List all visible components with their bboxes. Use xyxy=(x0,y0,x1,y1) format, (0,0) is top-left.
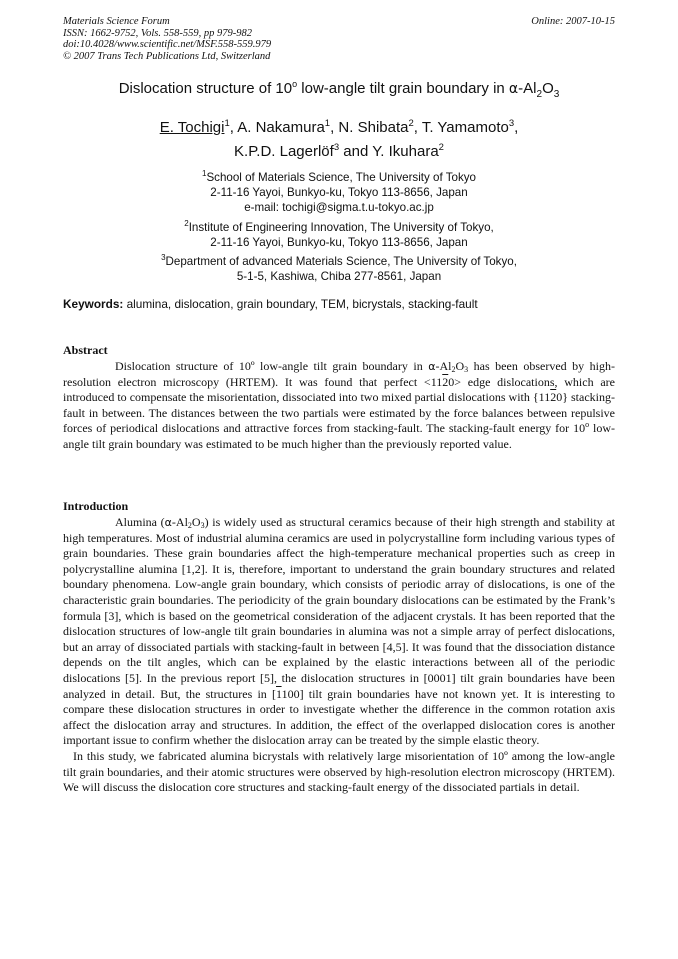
keywords xyxy=(63,297,623,311)
author-affil-mark: 1 xyxy=(324,118,331,129)
author-affil-mark: 2 xyxy=(438,142,444,153)
affil-line: Department of advanced Materials Science, The University of Tokyo, xyxy=(165,255,517,269)
title-part: O xyxy=(542,80,554,97)
author-name: K.P.D. Lagerlöf xyxy=(234,143,334,160)
abstract-degree: o xyxy=(585,420,590,430)
keywords-text: alumina, dislocation, grain boundary, TEM, bicrystals, stacking-fault xyxy=(123,297,478,311)
journal-header xyxy=(63,16,615,62)
abstract-overbar-digit: 2 xyxy=(442,374,449,389)
journal-name: Materials Science Forum xyxy=(63,16,170,27)
abstract-body xyxy=(63,359,615,453)
affil-mark: 3 xyxy=(161,253,166,263)
affil-mark: 1 xyxy=(201,169,207,178)
introduction-body xyxy=(63,515,615,796)
author-separator: , xyxy=(514,119,519,136)
intro-sub: 3 xyxy=(200,521,205,530)
affil-line: School of Materials Science, The University of Tokyo xyxy=(206,170,477,184)
title-sub: 3 xyxy=(553,89,560,100)
email-line: e-mail: tochigi@sigma.t.u-tokyo.ac.jp xyxy=(244,201,434,215)
author-affil-mark: 1 xyxy=(224,118,230,129)
abstract-text: 0> edge dislocations, which are introduced to compensate the misorientation, dissociated into two mixed partial dislocations with {11 xyxy=(63,374,615,405)
abstract-text: 0} stacking-fault in between. The distances between the two partials were estimated by the force balances between repulsive forces of periodical dislocations and attractive forces from stacking-fault. The stacking-fault energy for 10 xyxy=(63,390,615,436)
abstract-text: O xyxy=(455,359,465,373)
affil-mark: 2 xyxy=(184,218,189,228)
affil-line: 2-11-16 Yayoi, Bunkyo-ku, Tokyo 113-8656, Japan xyxy=(210,186,468,200)
author-name: and Y. Ikuhara xyxy=(343,143,439,160)
intro-text: Alumina ( xyxy=(115,515,165,529)
abstract-heading: Abstract xyxy=(63,343,108,357)
author-name: , T. Yamamoto xyxy=(413,119,509,136)
copyright-line: © 2007 Trans Tech Publications Ltd, Switzerland xyxy=(63,50,271,62)
abstract-sub: 3 xyxy=(464,365,469,374)
paper-title xyxy=(40,79,638,100)
abstract-text: low-angle tilt grain boundary was estimated to be much higher than the previously reported value. xyxy=(63,421,615,451)
title-part: Dislocation structure of 10 xyxy=(118,80,293,97)
author-name: E. Tochigi xyxy=(159,119,225,136)
intro-sub: 2 xyxy=(187,521,192,530)
keywords-label: Keywords: xyxy=(63,297,124,311)
intro-alpha: α xyxy=(164,516,172,529)
intro-text: 100] tilt grain boundaries have not known yet. It is interesting to compare these dislocation structures in order to investigate whether the difference in the common rotation axis affect the dislocation array and structures. In addition, the effect of the overlapped dislocation cores is another important issue to confirm whether the dislocation array can be treated by the simple elastic theory. xyxy=(63,686,616,748)
affil-line: Institute of Engineering Innovation, The University of Tokyo, xyxy=(188,220,494,234)
affil-line: 5-1-5, Kashiwa, Chiba 277-8561, Japan xyxy=(236,270,442,284)
intro-text: O xyxy=(191,515,201,529)
intro-text: ) is widely used as structural ceramics because of their high strength and stability at high temperatures. Most of industrial alumina ceramics are used in polycrystalline form including various types of grain boundaries. These grain boundaries affect the high-temperature mechanical properties such as creep in polycrystalline alumina [1,2]. It is, therefore, important to understand the grain boundary structures and related boundary phenomena. Low-angle grain boundary, which consists of periodic array of dislocations, is one of the characteristic grain boundaries. The periodicity of the grain boundary dislocations can be estimated by the Frank’s formula [3], which is based on the geometrical consideration of the adjacent crystals. It has been reported that the dislocation structures of low-angle tilt grain boundaries in alumina was not a simple array of perfect dislocations, but an array of dissociated partials with stacking-fault in between [4,5]. It was found that the dissociation distance depends on the tilt angles, which can be explained by the elastic interactions between all of the periodic dislocations [5]. In the previous report [5], the dislocation structures in [0001] tilt grain boundaries have been analyzed in detail. But, the structures in [ xyxy=(63,515,615,701)
abstract-alpha: α xyxy=(428,360,436,373)
author-affil-mark: 3 xyxy=(333,142,340,153)
introduction-heading: Introduction xyxy=(63,499,129,513)
title-sub: 2 xyxy=(536,89,543,100)
affiliations xyxy=(40,166,638,285)
author-name: , A. Nakamura xyxy=(229,119,325,136)
abstract-sub: 2 xyxy=(451,365,456,374)
abstract-text: -Al xyxy=(435,359,452,373)
intro-text: -Al xyxy=(171,515,188,529)
abstract-overbar-digit: 2 xyxy=(550,390,557,405)
title-degree: o xyxy=(292,79,298,89)
author-affil-mark: 3 xyxy=(508,118,515,129)
author-affil-mark: 2 xyxy=(408,118,414,129)
title-alpha: α xyxy=(508,81,519,97)
author-name: , N. Shibata xyxy=(330,119,409,136)
author-list xyxy=(40,114,638,162)
online-date: Online: 2007-10-15 xyxy=(531,16,615,27)
abstract-text: has been observed by high-resolution electron microscopy (HRTEM). It was found that perfect <11 xyxy=(63,359,616,389)
title-part: low-angle tilt grain boundary in xyxy=(297,80,509,97)
title-part: -Al xyxy=(518,80,537,97)
intro-paragraph-2: In this study, we fabricated alumina bicrystals with relatively large misorientation of 10º among the low-angle tilt grain boundaries, and their atomic structures were observed by high-resolution electron microscopy (HRTEM). We will discuss the dislocation core structures and stacking-fault energy of the dissociated partials in detail. xyxy=(63,748,615,795)
issn-line: ISSN: 1662-9752, Vols. 558-559, pp 979-982 xyxy=(63,27,252,39)
intro-overbar-digit: 1 xyxy=(276,686,282,701)
doi-line: doi:10.4028/www.scientific.net/MSF.558-559.979 xyxy=(63,39,272,51)
affil-line: 2-11-16 Yayoi, Bunkyo-ku, Tokyo 113-8656, Japan xyxy=(210,235,468,249)
abstract-text: Dislocation structure of 10º low-angle tilt grain boundary in xyxy=(115,359,429,373)
